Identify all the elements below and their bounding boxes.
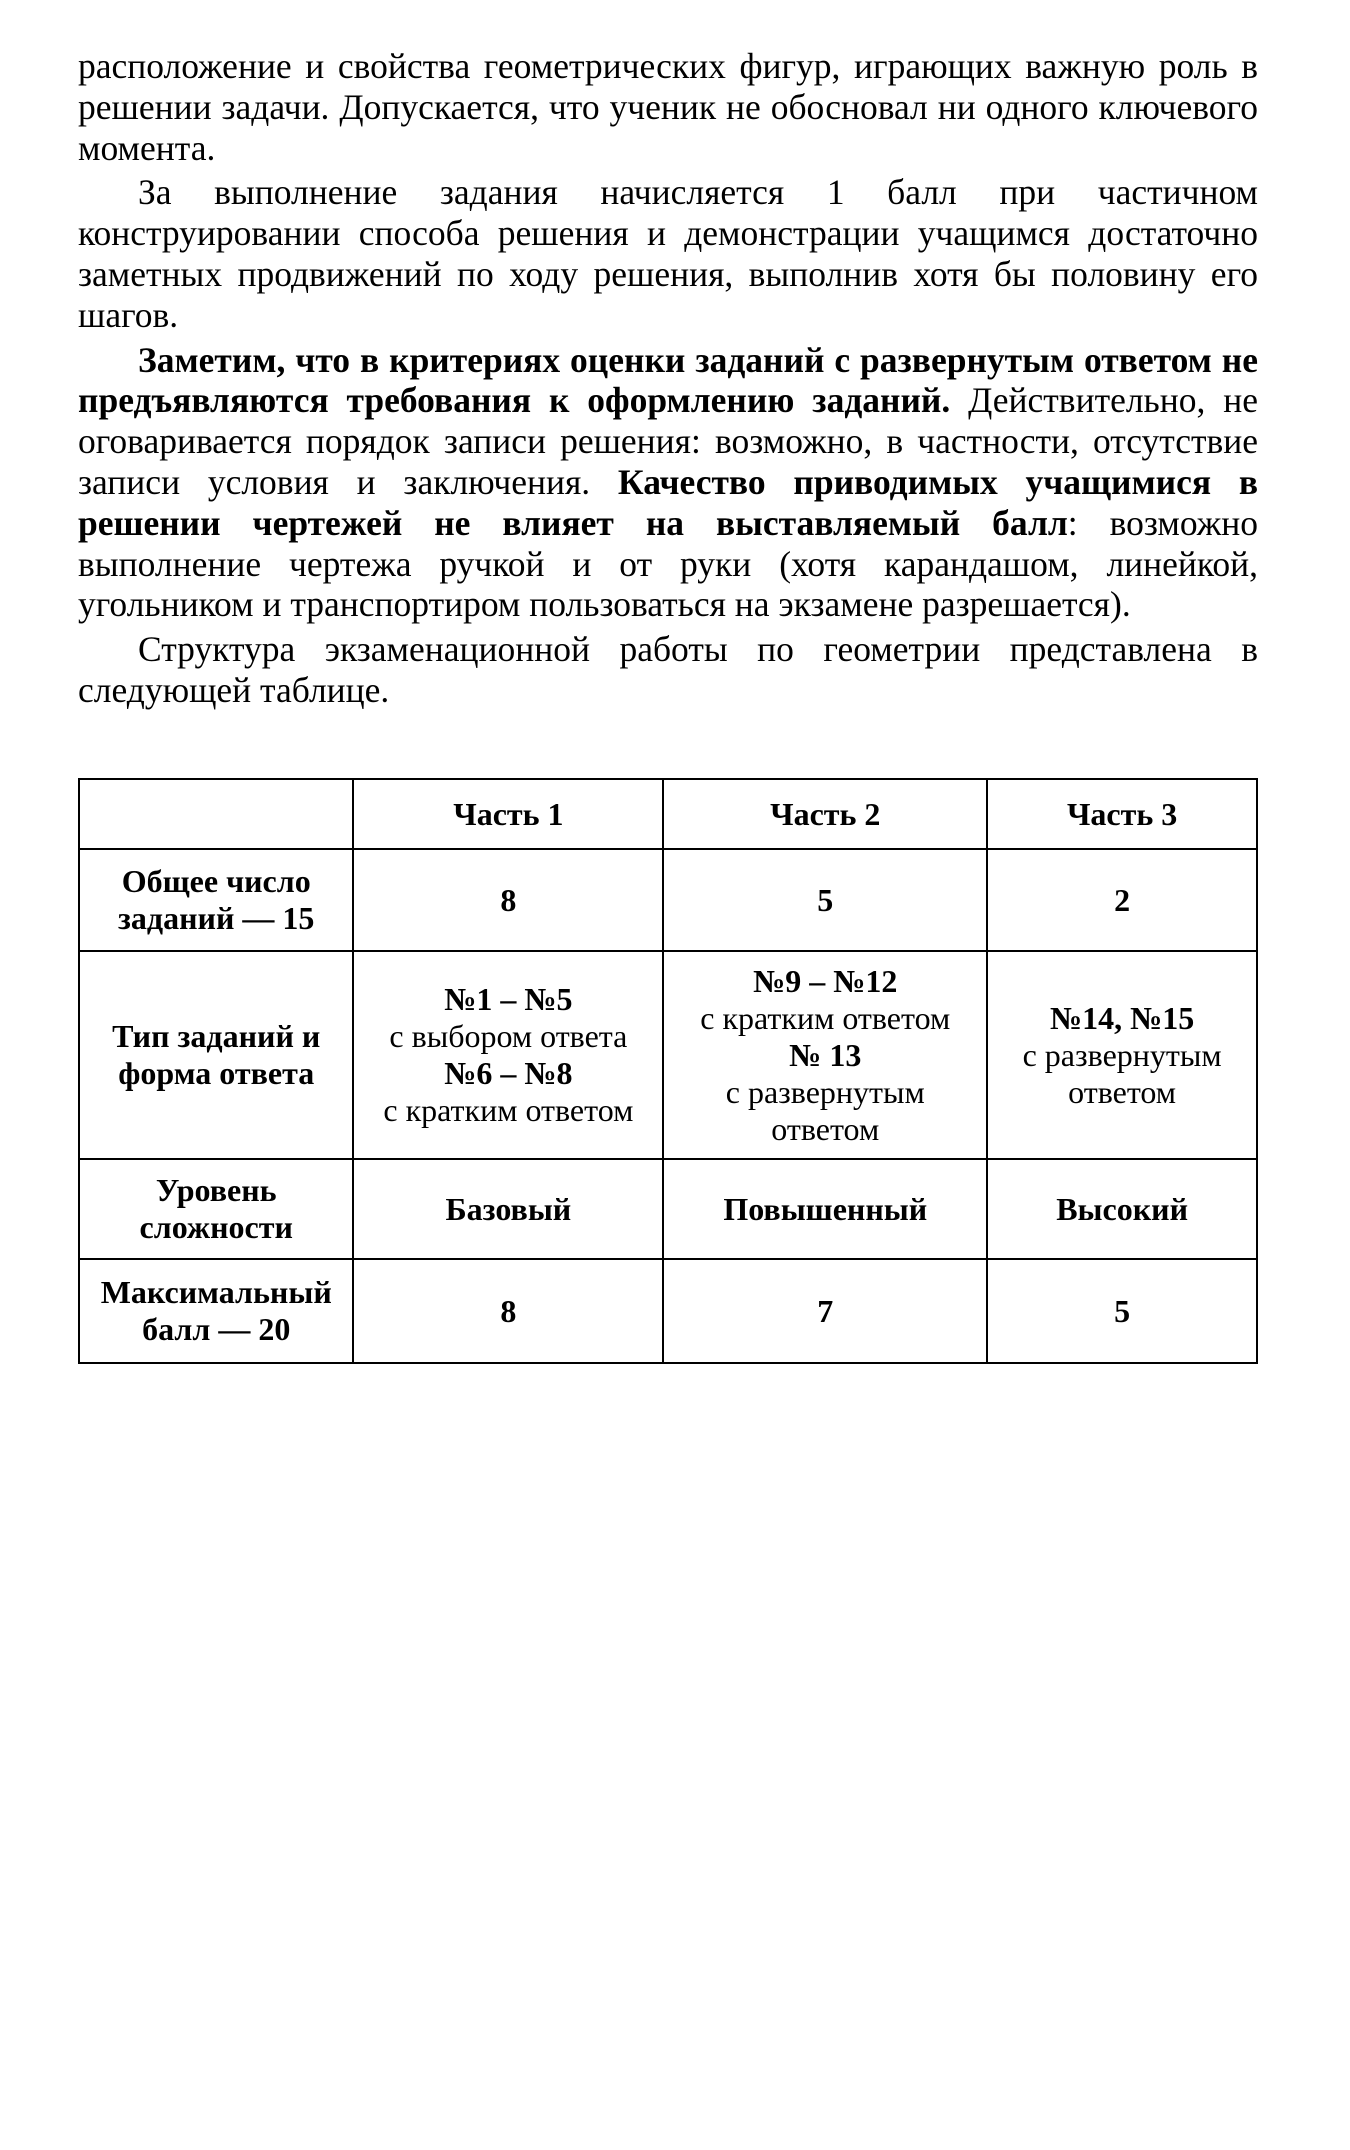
part-1-desc-1: с выбором ответа [389,1018,628,1054]
cell-difficulty-part-3: Высокий [987,1159,1257,1259]
part-1-desc-2: с кратким ответом [383,1092,634,1128]
paragraph-4-text: Структура экзаменационной работы по геометрии представлена в следующей таблице. [78,629,1258,710]
row-label-max-score: Максимальный балл — 20 [79,1259,353,1363]
cell-difficulty-part-2: Повышенный [663,1159,987,1259]
paragraph-3-bold-2: Качество приводимых учащимися в решении чертежей не влияет на выставляемый балл [78,461,1258,543]
cell-score-part-2: 7 [663,1259,987,1363]
part-2-range-1: №9 – №12 [753,962,898,999]
exam-structure-table [78,778,1258,1364]
paragraph-2-text: За выполнение задания начисляется 1 балл при частичном конструировании способа решения и демонстрации учащимся достаточно заметных продвижений по ходу решения, выполнив хотя бы половину его шагов. [78,172,1258,335]
part-2-range-2: № 13 [789,1036,862,1073]
cell-total-part-3: 2 [987,849,1257,951]
paragraph-1 [78,46,1258,168]
paragraph-2 [78,172,1258,335]
part-1-range-2: №6 – №8 [444,1055,573,1091]
row-label-difficulty: Уровень сложности [79,1159,353,1259]
table-header-part-2: Часть 2 [663,779,987,849]
table-row-difficulty [79,1159,1257,1259]
cell-total-part-2: 5 [663,849,987,951]
table-header-empty [79,779,353,849]
table-header-part-3: Часть 3 [987,779,1257,849]
paragraph-3-text-1: Действительно, не оговаривается порядок записи решения: возможно, в частности, отсутствие записи условия и заключения. [78,380,1258,502]
cell-score-part-3: 5 [987,1259,1257,1363]
cell-difficulty-part-1: Базовый [353,1159,663,1259]
paragraph-3-text-2: : возможно выполнение чертежа ручкой и от руки (хотя карандашом, линейкой, угольником и транспортиром пользоваться на экзамене разрешается). [78,502,1258,625]
part-3-range-1: №14, №15 [1049,999,1195,1036]
cell-type-part-1 [353,951,663,1159]
document-page [78,46,1258,715]
part-1-range-1: №1 – №5 [444,981,573,1017]
cell-total-part-1: 8 [353,849,663,951]
table-header-row [79,779,1257,849]
part-2-desc-2: с развернутым ответом [725,1073,925,1147]
row-label-total-tasks: Общее число заданий — 15 [79,849,353,951]
cell-score-part-1: 8 [353,1259,663,1363]
cell-type-part-3 [987,951,1257,1159]
part-3-desc-1: с развернутым ответом [1022,1036,1222,1110]
paragraph-3-bold-1: Заметим, что в критериях оценки заданий с развернутым ответом не предъявляются требования к оформлению заданий. [78,339,1258,421]
table-row-max-score [79,1259,1257,1363]
table-row-task-type [79,951,1257,1159]
row-label-task-type: Тип заданий и форма ответа [79,951,353,1159]
paragraph-3 [78,340,1258,626]
part-2-desc-1: с кратким ответом [700,999,951,1036]
table-row-total-tasks [79,849,1257,951]
table-header-part-1: Часть 1 [353,779,663,849]
paragraph-4 [78,629,1258,711]
paragraph-1-text: расположение и свойства геометрических фигур, играющих важную роль в решении задачи. Допускается, что ученик не обосновал ни одного ключевого момента. [78,46,1258,168]
cell-type-part-2 [663,951,987,1159]
